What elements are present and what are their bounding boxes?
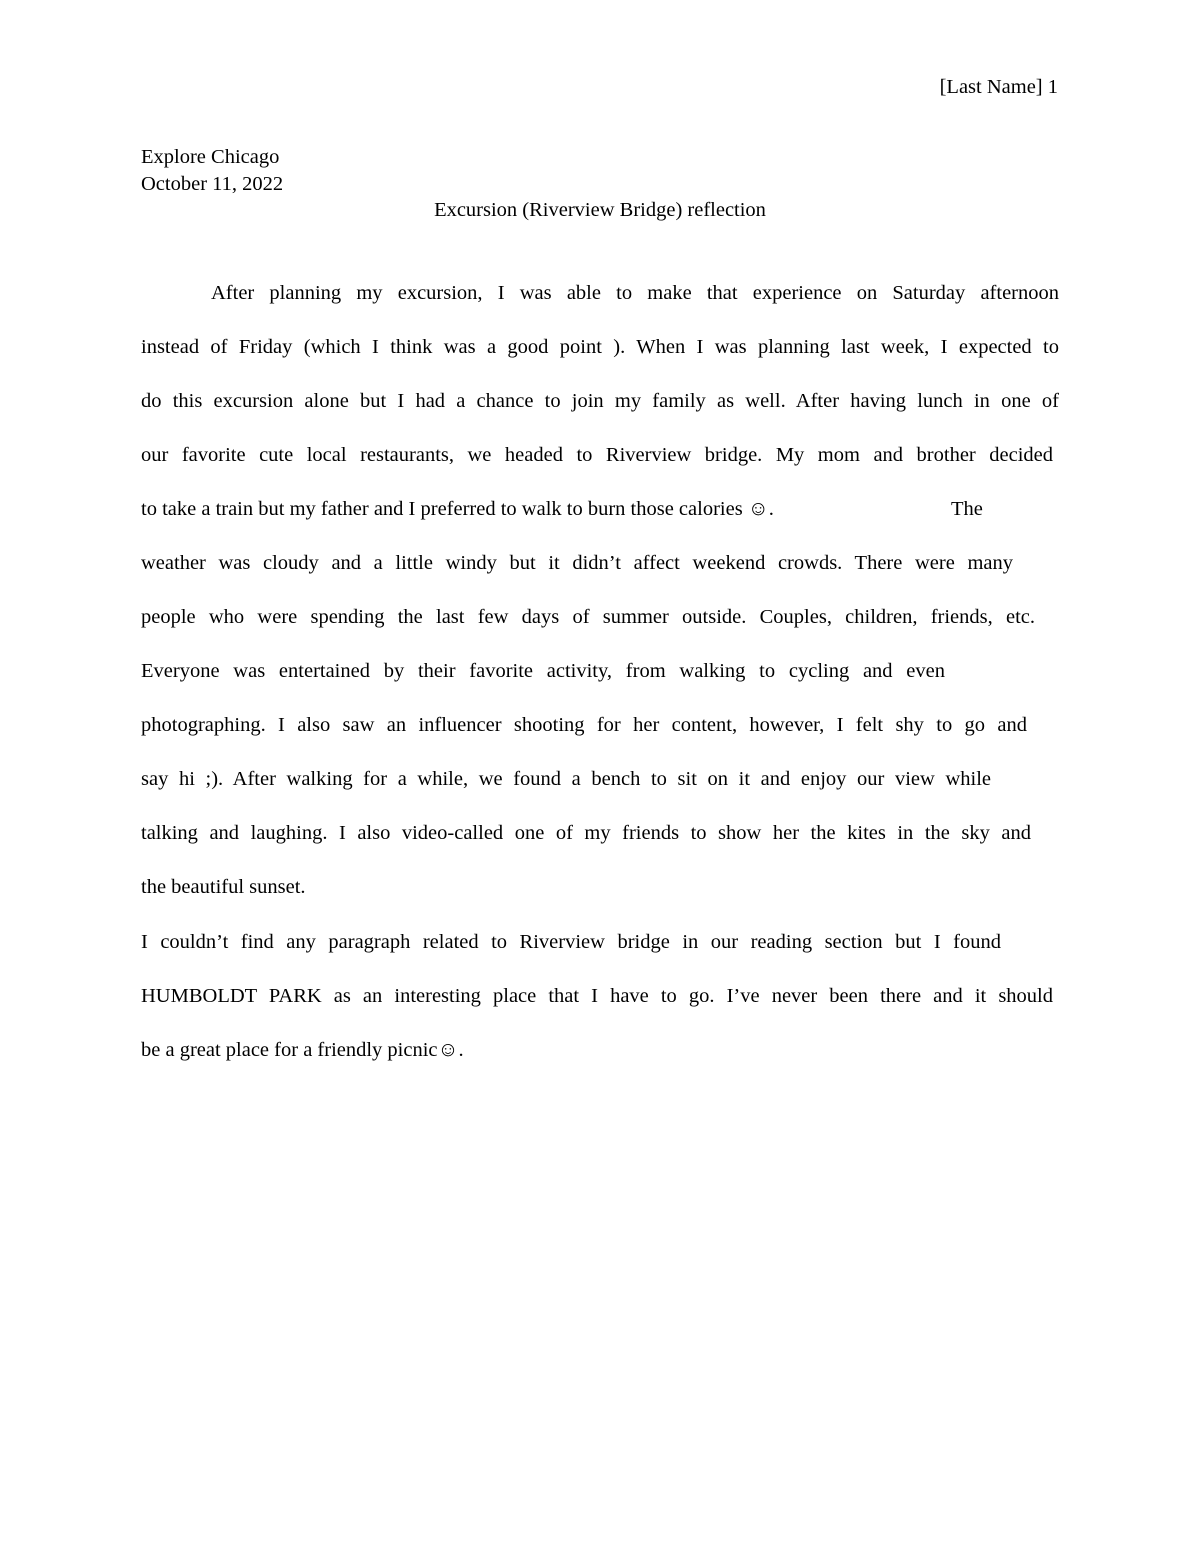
paragraph-line: I couldn’t find any paragraph related to Riverview bridge in our reading section but I found [141, 931, 1001, 953]
paragraph-trailing-word: The [951, 498, 983, 520]
paragraph-line: do this excursion alone but I had a chance to join my family as well. After having lunch in one of [141, 390, 1059, 412]
course-name: Explore Chicago [141, 146, 280, 168]
document-date: October 11, 2022 [141, 173, 284, 195]
paragraph-line: our favorite cute local restaurants, we headed to Riverview bridge. My mom and brother decided [141, 444, 1053, 466]
paragraph-line: the beautiful sunset. [141, 876, 306, 898]
paragraph-line: to take a train but my father and I preferred to walk to burn those calories ☺. [141, 498, 774, 520]
paragraph-line: After planning my excursion, I was able to make that experience on Saturday afternoon [211, 282, 1059, 304]
paragraph-line: Everyone was entertained by their favorite activity, from walking to cycling and even [141, 660, 945, 682]
paragraph-line: HUMBOLDT PARK as an interesting place that I have to go. I’ve never been there and it should [141, 985, 1053, 1007]
paragraph-line: be a great place for a friendly picnic☺. [141, 1039, 464, 1061]
page-header: [Last Name] 1 [939, 76, 1058, 98]
paragraph-line: photographing. I also saw an influencer shooting for her content, however, I felt shy to go and [141, 714, 1027, 736]
paragraph-line: say hi ;). After walking for a while, we found a bench to sit on it and enjoy our view while [141, 768, 991, 790]
document-title: Excursion (Riverview Bridge) reflection [434, 199, 766, 221]
heading-block [141, 144, 283, 198]
paragraph-line: people who were spending the last few days of summer outside. Couples, children, friends, etc. [141, 606, 1035, 628]
paragraph-line: instead of Friday (which I think was a good point ). When I was planning last week, I expected to [141, 336, 1059, 358]
paragraph-line: weather was cloudy and a little windy but it didn’t affect weekend crowds. There were many [141, 552, 1013, 574]
paragraph-line: talking and laughing. I also video-called one of my friends to show her the kites in the sky and [141, 822, 1031, 844]
